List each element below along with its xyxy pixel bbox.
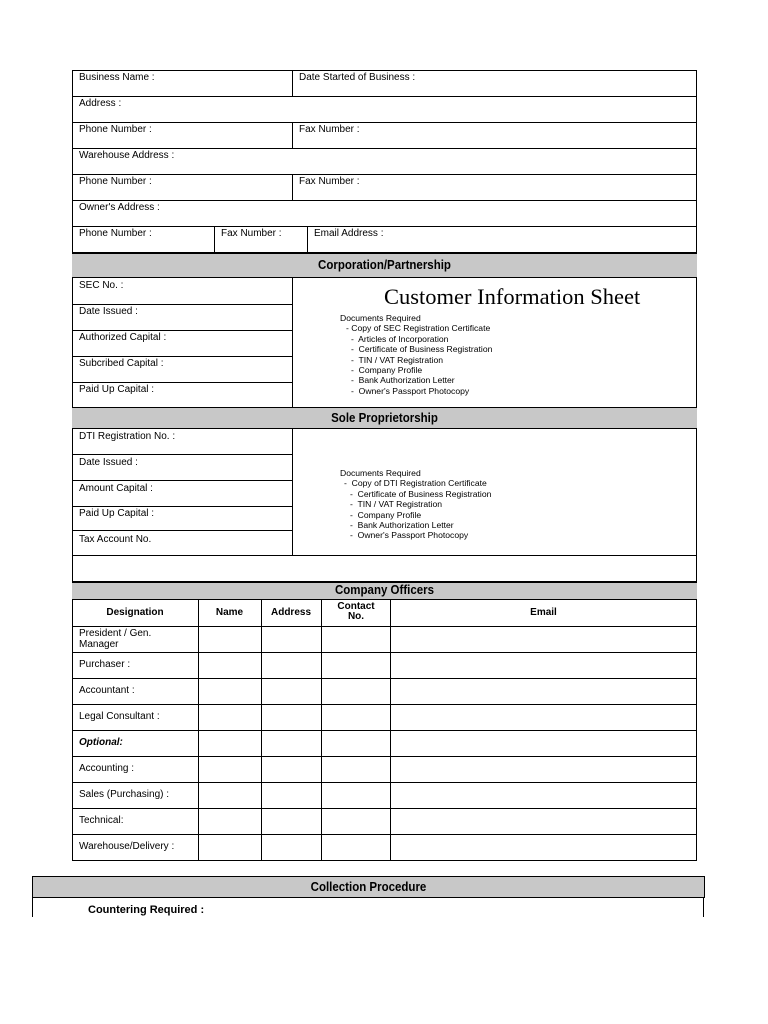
doc-item: - Company Profile: [351, 365, 423, 376]
dti-registration-field[interactable]: DTI Registration No. :: [79, 431, 176, 442]
owners-address-field[interactable]: Owner's Address :: [79, 202, 160, 213]
sole-date-issued-field[interactable]: Date Issued :: [79, 457, 138, 468]
sec-no-field[interactable]: SEC No. :: [79, 280, 124, 291]
form-border: [72, 70, 697, 861]
doc-item: - Copy of SEC Registration Certificate: [346, 323, 491, 334]
warehouse-address-field[interactable]: Warehouse Address :: [79, 150, 175, 161]
corporation-header: Corporation/Partnership: [318, 258, 451, 272]
address-field[interactable]: Address :: [79, 98, 122, 109]
email-address-field[interactable]: Email Address :: [314, 228, 384, 239]
docs-title: Documents Required: [340, 313, 421, 323]
doc-item: - Copy of DTI Registration Certificate: [344, 478, 487, 489]
corp-paid-up-capital-field[interactable]: Paid Up Capital :: [79, 384, 155, 395]
doc-item: - Bank Authorization Letter: [350, 520, 454, 531]
page-title: Customer Information Sheet: [384, 284, 641, 309]
col-contact-no: Contact No.: [337, 601, 375, 622]
row-purchaser: Purchaser :: [79, 659, 131, 670]
row-warehouse-delivery: Warehouse/Delivery :: [79, 841, 175, 852]
col-email: Email: [530, 607, 557, 618]
col-name: Name: [215, 607, 244, 618]
col-address: Address: [270, 607, 311, 618]
authorized-capital-field[interactable]: Authorized Capital :: [79, 332, 167, 343]
row-legal-consultant: Legal Consultant :: [79, 711, 160, 722]
row-optional: Optional:: [79, 737, 123, 748]
owner-phone-field[interactable]: Phone Number :: [79, 228, 152, 239]
sole-paid-up-capital-field[interactable]: Paid Up Capital :: [79, 508, 155, 519]
row-accounting: Accounting :: [79, 763, 135, 774]
doc-item: - TIN / VAT Registration: [351, 354, 444, 365]
subscribed-capital-field[interactable]: Subcribed Capital :: [79, 358, 164, 369]
doc-item: - Certificate of Business Registration: [350, 488, 492, 499]
row-president: President / Gen. Manager: [79, 628, 152, 650]
corp-documents-list: [340, 313, 492, 396]
tax-account-field[interactable]: Tax Account No.: [79, 534, 152, 545]
doc-item: - Company Profile: [350, 509, 422, 520]
doc-item: - TIN / VAT Registration: [350, 499, 443, 510]
row-sales-purchasing: Sales (Purchasing) :: [79, 789, 170, 800]
business-name-field[interactable]: Business Name :: [79, 72, 155, 83]
row-accountant: Accountant :: [79, 685, 135, 696]
date-started-field[interactable]: Date Started of Business :: [299, 72, 416, 83]
doc-item: - Owner's Passport Photocopy: [351, 385, 470, 396]
sole-documents-list: [340, 468, 491, 541]
amount-capital-field[interactable]: Amount Capital :: [79, 483, 153, 494]
countering-required-field[interactable]: Countering Required :: [88, 904, 205, 916]
warehouse-phone-field[interactable]: Phone Number :: [79, 176, 152, 187]
owner-fax-field[interactable]: Fax Number :: [221, 228, 282, 239]
col-designation: Designation: [106, 607, 164, 618]
collection-procedure-header: Collection Procedure: [310, 880, 427, 894]
docs-title: Documents Required: [340, 468, 421, 478]
warehouse-fax-field[interactable]: Fax Number :: [299, 176, 360, 187]
fax-number-field[interactable]: Fax Number :: [299, 124, 360, 135]
sole-proprietorship-header: Sole Proprietorship: [331, 411, 438, 425]
doc-item: - Certificate of Business Registration: [351, 344, 493, 355]
row-technical: Technical:: [79, 815, 124, 826]
phone-number-field[interactable]: Phone Number :: [79, 124, 152, 135]
doc-item: - Articles of Incorporation: [351, 333, 449, 344]
doc-item: - Bank Authorization Letter: [351, 375, 455, 386]
company-officers-header: Company Officers: [334, 583, 435, 597]
corp-date-issued-field[interactable]: Date Issued :: [79, 306, 138, 317]
doc-item: - Owner's Passport Photocopy: [350, 530, 469, 541]
